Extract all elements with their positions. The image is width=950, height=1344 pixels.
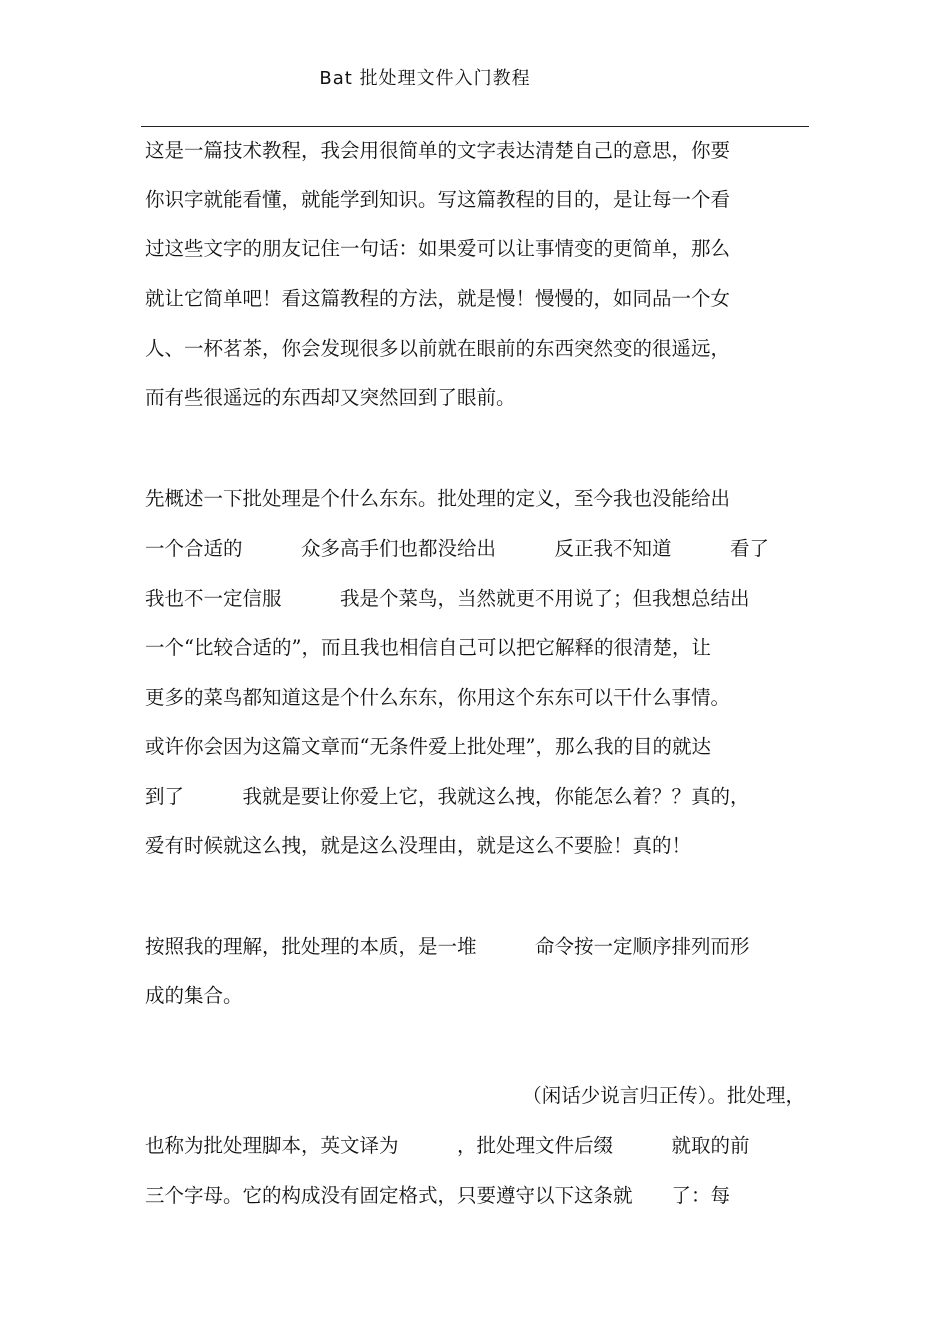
paragraph-1-line-4: 就让它简单吧！看这篇教程的方法，就是慢！慢慢的，如同品一个女	[145, 287, 731, 310]
paragraph-2-line-3: 我也不一定信服 我是个菜鸟，当然就更不用说了；但我想总结出	[145, 587, 750, 610]
paragraph-4-line-1: （闲话少说言归正传）。批处理，	[522, 1084, 805, 1107]
paragraph-2-line-8: 爱有时候就这么拽，就是这么没理由，就是这么不要脸！真的！	[145, 834, 692, 857]
paragraph-1-line-6: 而有些很遥远的东西却又突然回到了眼前。	[145, 386, 516, 409]
paragraph-4-line-2: 也称为批处理脚本，英文译为 ，批处理文件后缀 就取的前	[145, 1134, 750, 1157]
paragraph-3-line-1: 按照我的理解，批处理的本质，是一堆 命令按一定顺序排列而形	[145, 935, 750, 958]
paragraph-1-line-5: 人、一杯茗茶，你会发现很多以前就在眼前的东西突然变的很遥远，	[145, 337, 731, 360]
paragraph-2-line-2: 一个合适的 众多高手们也都没给出 反正我不知道 看了	[145, 537, 770, 560]
paragraph-2-line-6: 或许你会因为这篇文章而“无条件爱上批处理”，那么我的目的就达	[145, 735, 711, 758]
header-divider	[141, 126, 809, 127]
paragraph-1-line-1: 这是一篇技术教程，我会用很简单的文字表达清楚自己的意思，你要	[145, 139, 731, 162]
paragraph-2-line-5: 更多的菜鸟都知道这是个什么东东，你用这个东东可以干什么事情。	[145, 686, 731, 709]
paragraph-2-line-4: 一个“比较合适的”，而且我也相信自己可以把它解释的很清楚，让	[145, 636, 711, 659]
paragraph-2-line-1: 先概述一下批处理是个什么东东。批处理的定义，至今我也没能给出	[145, 487, 731, 510]
paragraph-1-line-2: 你识字就能看懂，就能学到知识。写这篇教程的目的，是让每一个看	[145, 188, 731, 211]
paragraph-2-line-7: 到了 我就是要让你爱上它，我就这么拽，你能怎么着？？真的，	[145, 785, 750, 808]
page-header-title: Bat 批处理文件入门教程	[319, 68, 531, 89]
paragraph-1-line-3: 过这些文字的朋友记住一句话：如果爱可以让事情变的更简单，那么	[145, 237, 731, 260]
paragraph-3-line-2: 成的集合。	[145, 984, 243, 1007]
paragraph-4-line-3: 三个字母。它的构成没有固定格式，只要遵守以下这条就 了：每	[145, 1184, 731, 1207]
